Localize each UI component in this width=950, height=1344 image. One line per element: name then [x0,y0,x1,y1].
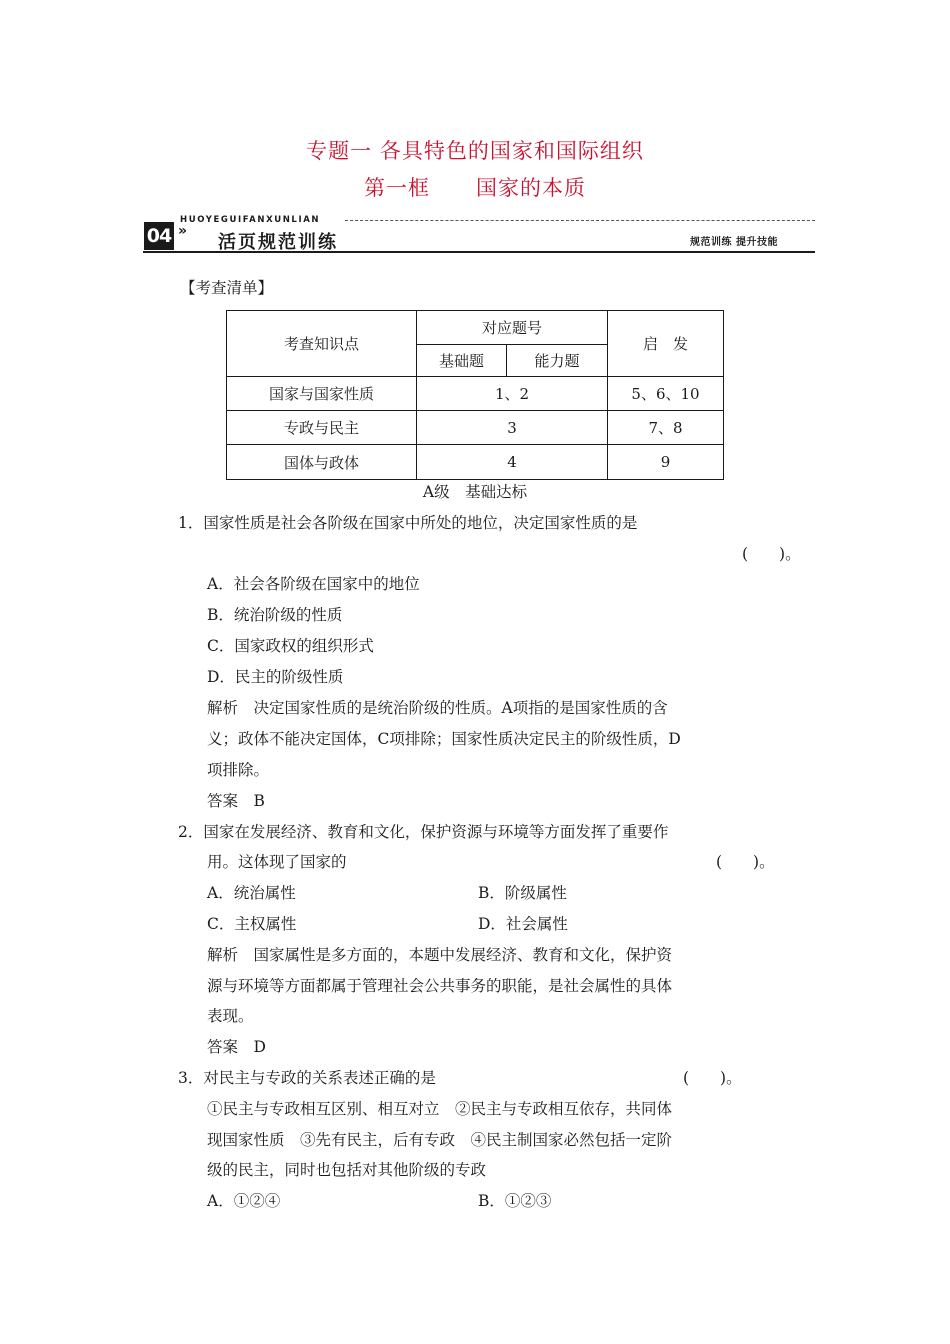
row-inspire: 9 [608,445,724,480]
banner-chevron-icon: » [178,223,188,239]
row-topic: 国家与国家性质 [227,377,417,411]
q3-paren: ( )。 [683,1069,742,1087]
header-questions: 对应题号 [417,311,608,345]
q2-analysis-line: 源与环境等方面都属于管理社会公共事务的职能，是社会属性的具体 [207,977,673,995]
q2-option-c: C．主权属性 [207,915,297,933]
q3-statement-line: 级的民主，同时也包括对其他阶级的专政 [207,1161,487,1179]
q3-statement-line: 现国家性质 ③先有民主，后有专政 ④民主制国家必然包括一定阶 [207,1131,673,1149]
q2-analysis-line: 解析 国家属性是多方面的，本题中发展经济、教育和文化，保护资 [207,946,673,964]
q3-option-b: B．①②③ [478,1192,552,1210]
table-row [227,411,724,445]
q1-stem: 1．国家性质是社会各阶级在国家中所处的地位，决定国家性质的是 [178,514,638,532]
level-title: A级 基础达标 [422,483,528,501]
row-inspire: 7、8 [608,411,724,445]
section-title [0,172,950,202]
q1-analysis-line: 项排除。 [207,761,270,779]
row-topic: 国体与政体 [227,445,417,480]
banner-pinyin: HUOYEGUIFANXUNLIAN [180,215,321,225]
banner-title: 活页规范训练 [218,232,338,253]
q2-stem-cont: 用。这体现了国家的 [207,853,347,871]
header-knowledge: 考查知识点 [227,311,417,377]
banner-number-badge: 04 [144,222,174,250]
row-questions: 4 [417,445,608,480]
banner-rule [143,251,815,253]
q1-analysis-line: 义；政体不能决定国体，C项排除；国家性质决定民主的阶级性质，D [207,730,681,748]
q1-option-d: D．民主的阶级性质 [207,668,344,686]
section-name: 国家的本质 [476,176,586,200]
q1-answer: 答案 B [207,792,265,810]
chapter-title: 专题一 各具特色的国家和国际组织 [306,139,644,163]
q1-option-b: B．统治阶级的性质 [207,606,343,624]
table-header-row [227,311,724,345]
q2-option-d: D．社会属性 [478,915,568,933]
q2-stem: 2．国家在发展经济、教育和文化，保护资源与环境等方面发挥了重要作 [178,823,669,841]
q2-answer: 答案 D [207,1038,266,1056]
row-topic: 专政与民主 [227,411,417,445]
row-inspire: 5、6、10 [608,377,724,411]
checklist-title: 【考查清单】 [180,279,274,297]
q2-option-b: B．阶级属性 [478,884,567,902]
q1-analysis-line: 解析 决定国家性质的是统治阶级的性质。A项指的是国家性质的含 [207,699,668,717]
q1-option-a: A．社会各阶级在国家中的地位 [207,575,420,593]
row-questions: 1、2 [417,377,608,411]
q1-paren: ( )。 [742,545,801,563]
q3-stem: 3．对民主与专政的关系表述正确的是 [178,1069,436,1087]
banner-dashed-line [345,220,815,221]
q2-analysis-line: 表现。 [207,1007,254,1025]
q2-paren: ( )。 [716,853,775,871]
table-row [227,377,724,411]
header-inspire: 启 发 [608,311,724,377]
section-number: 第一框 [364,176,430,200]
q1-option-c: C．国家政权的组织形式 [207,637,374,655]
q2-option-a: A．统治属性 [207,884,296,902]
q3-option-a: A．①②④ [207,1192,281,1210]
q3-statement-line: ①民主与专政相互区别、相互对立 ②民主与专政相互依存，共同体 [207,1100,673,1118]
checklist-table [226,310,724,480]
header-basic: 基础题 [417,345,507,377]
table-row [227,445,724,480]
row-questions: 3 [417,411,608,445]
header-ability: 能力题 [507,345,608,377]
banner-slogan: 规范训练 提升技能 [690,237,778,248]
